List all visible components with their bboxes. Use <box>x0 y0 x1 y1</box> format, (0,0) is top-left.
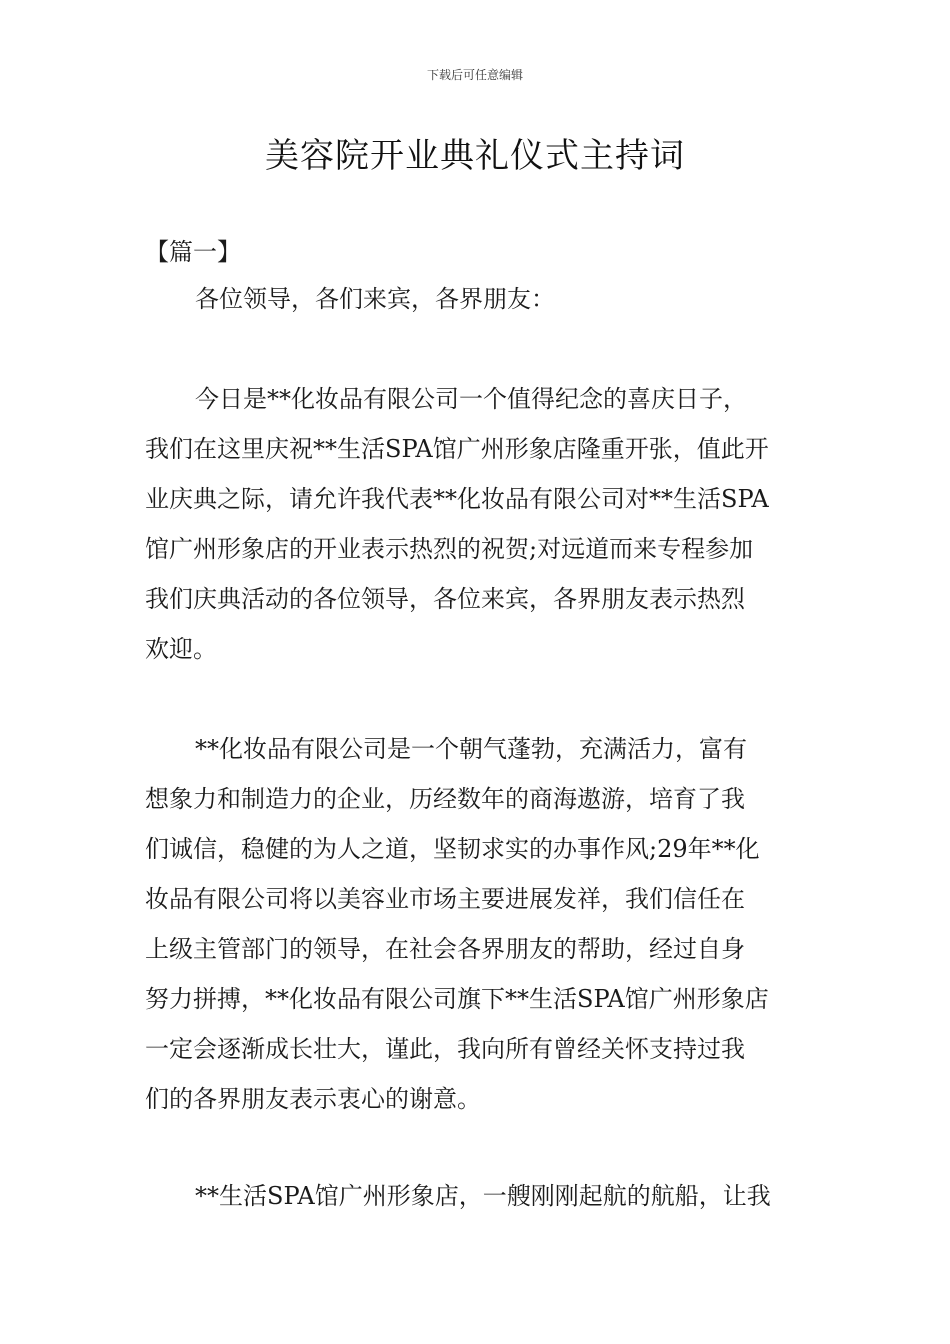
paragraph-line: 们的各界朋友表示衷心的谢意。 <box>145 1085 481 1113</box>
paragraph-line: 们诚信，稳健的为人之道，坚韧求实的办事作风;29年**化 <box>145 835 760 863</box>
paragraph-line: 业庆典之际，请允许我代表**化妆品有限公司对**生活SPA <box>145 485 769 513</box>
paragraph-line: 一定会逐渐成长壮大，谨此，我向所有曾经关怀支持过我 <box>145 1035 745 1063</box>
paragraph-line: 妆品有限公司将以美容业市场主要进展发祥，我们信任在 <box>145 885 745 913</box>
paragraph-line: 馆广州形象店的开业表示热烈的祝贺;对远道而来专程参加 <box>145 535 754 563</box>
paragraph-line: 努力拼搏，**化妆品有限公司旗下**生活SPA馆广州形象店 <box>145 985 769 1013</box>
paragraph-line: 今日是**化妆品有限公司一个值得纪念的喜庆日子， <box>195 385 747 413</box>
paragraph-line: 我们庆典活动的各位领导，各位来宾，各界朋友表示热烈 <box>145 585 745 613</box>
page-header-note: 下载后可任意编辑 <box>426 68 523 82</box>
paragraph-line: 欢迎。 <box>145 635 217 663</box>
paragraph-line: 我们在这里庆祝**生活SPA馆广州形象店隆重开张，值此开 <box>145 435 769 463</box>
greeting-text: 各位领导，各们来宾，各界朋友： <box>195 285 555 313</box>
greeting-paragraph <box>145 274 810 324</box>
paragraph-line: 想象力和制造力的企业，历经数年的商海遨游，培育了我 <box>145 785 745 813</box>
paragraph-line: **生活SPA馆广州形象店，一艘刚刚起航的航船，让我 <box>195 1182 771 1210</box>
paragraph-line: 上级主管部门的领导，在社会各界朋友的帮助，经过自身 <box>145 935 745 963</box>
paragraph-line: **化妆品有限公司是一个朝气蓬勃，充满活力，富有 <box>195 735 747 763</box>
section-label: 【篇一】 <box>145 238 241 266</box>
paragraph-3 <box>145 1171 810 1221</box>
paragraph-2 <box>145 724 810 1124</box>
document-title: 美容院开业典礼仪式主持词 <box>265 136 685 176</box>
paragraph-1 <box>145 374 810 674</box>
